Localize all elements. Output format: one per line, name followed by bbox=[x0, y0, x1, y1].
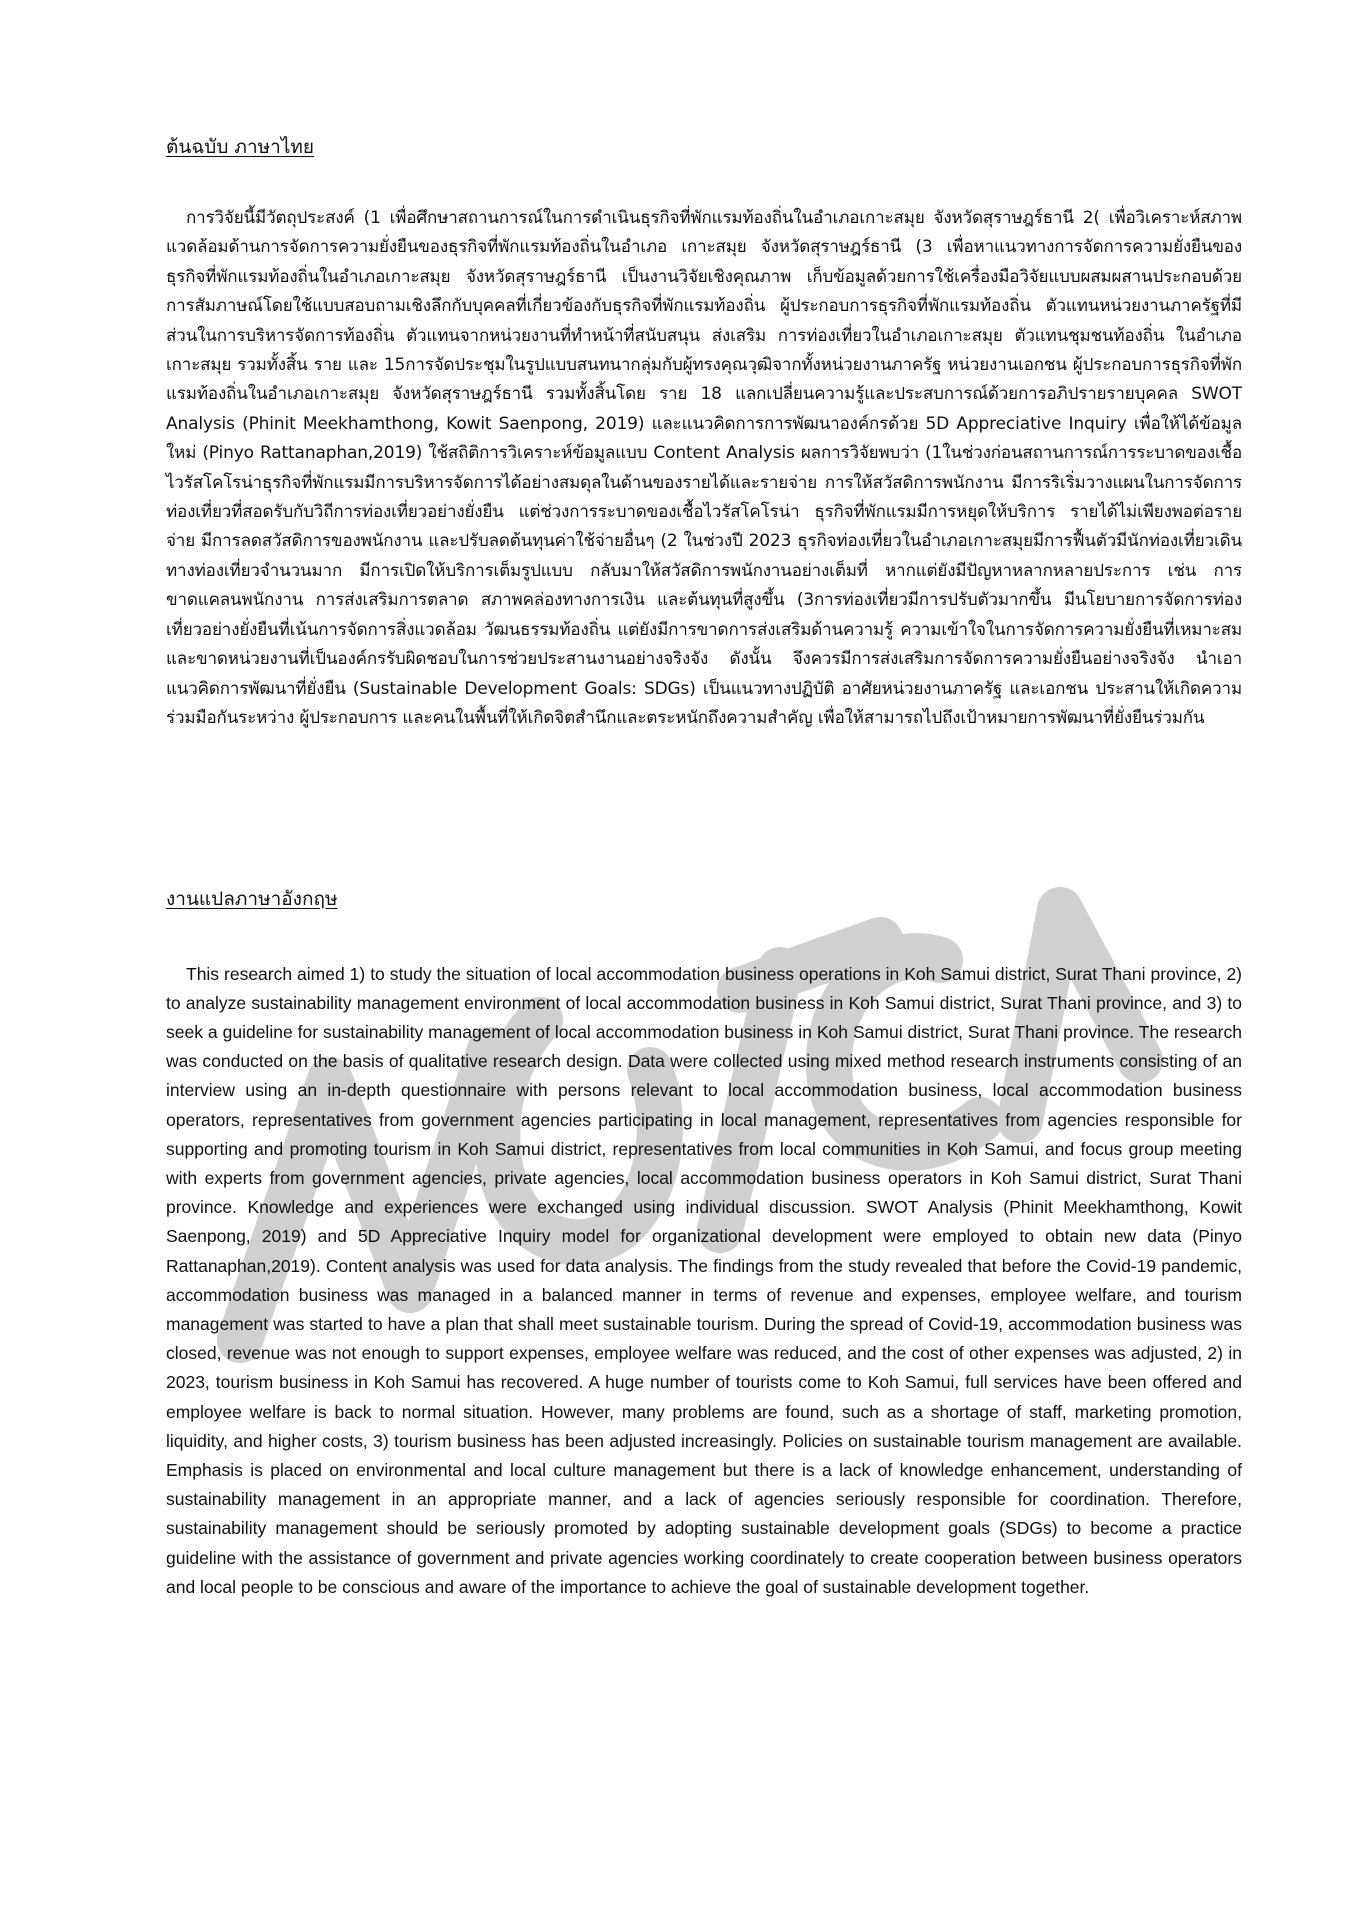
thai-original-heading: ต้นฉบับ ภาษาไทย bbox=[166, 136, 315, 158]
thai-abstract-paragraph: การวิจัยนี้มีวัตถุประสงค์ (1 เพื่อศึกษาสถานการณ์ในการดำเนินธุรกิจที่พักแรมท้องถิ่นในอำเภอเกาะสมุย จังหวัดสุราษฎร์ธานี 2( เพื่อวิเคราะห์สภาพแวดล้อมด้านการจัดการความยั่งยืนของธุรกิจที่พักแรมท้องถิ่นในอำเภอ เกาะสมุย จังหวัดสุราษฎร์ธานี (3 เพื่อหาแนวทางการจัดการความยั่งยืนของธุรกิจที่พักแรมท้องถิ่นในอำเภอเกาะสมุย จังหวัดสุราษฎร์ธานี เป็นงานวิจัยเชิงคุณภาพ เก็บข้อมูลด้วยการใช้เครื่องมือวิจัยแบบผสมผสานประกอบด้วย การสัมภาษณ์โดยใช้แบบสอบถามเชิงลึกกับบุคคลที่เกี่ยวข้องกับธุรกิจที่พักแรมท้องถิ่น ผู้ประกอบการธุรกิจที่พักแรมท้องถิ่น ตัวแทนหน่วยงานภาครัฐที่มีส่วนในการบริหารจัดการท้องถิ่น ตัวแทนจากหน่วยงานที่ทำหน้าที่สนับสนุน ส่งเสริม การท่องเที่ยวในอำเภอเกาะสมุย ตัวแทนชุมชนท้องถิ่น ในอำเภอเกาะสมุย รวมทั้งสิ้น ราย และ 15การจัดประชุมในรูปแบบสนทนากลุ่มกับผู้ทรงคุณวุฒิจากทั้งหน่วยงานภาครัฐ หน่วยงานเอกชน ผู้ประกอบการธุรกิจที่พักแรมท้องถิ่นในอำเภอเกาะสมุย จังหวัดสุราษฎร์ธานี รวมทั้งสิ้นโดย ราย 18 แลกเปลี่ยนความรู้และประสบการณ์ด้วยการอภิปรายรายบุคคล SWOT Analysis (Phinit Meekhamthong, Kowit Saenpong, 2019) และแนวคิดการการพัฒนาองค์กรด้วย 5D Appreciative Inquiry เพื่อให้ได้ข้อมูลใหม่ (Pinyo Rattanaphan,2019) ใช้สถิติการวิเคราะห์ข้อมูลแบบ Content Analysis ผลการวิจัยพบว่า (1ในช่วงก่อนสถานการณ์การระบาดของเชื้อไวรัสโคโรน่าธุรกิจที่พักแรมมีการบริหารจัดการได้อย่างสมดุลในด้านของรายได้และรายจ่าย การให้สวัสดิการพนักงาน มีการริเริ่มวางแผนในการจัดการท่องเที่ยวที่สอดรับกับวิถีการท่องเที่ยวอย่างยั่งยืน แต่ช่วงการระบาดของเชื้อไวรัสโคโรน่า ธุรกิจที่พักแรมมีการหยุดให้บริการ รายได้ไม่เพียงพอต่อรายจ่าย มีการลดสวัสดิการของพนักงาน และปรับลดต้นทุนค่าใช้จ่ายอื่นๆ (2 ในช่วงปี 2023 ธุรกิจท่องเที่ยวในอำเภอเกาะสมุยมีการฟื้นตัวมีนักท่องเที่ยวเดินทางท่องเที่ยวจำนวนมาก มีการเปิดให้บริการเต็มรูปแบบ กลับมาให้สวัสดิการพนักงานอย่างเต็มที่ หากแต่ยังมีปัญหาหลากหลายประการ เช่น การขาดแคลนพนักงาน การส่งเสริมการตลาด สภาพคล่องทางการเงิน และต้นทุนที่สูงขึ้น (3การท่องเที่ยวมีการปรับตัวมากขึ้น มีนโยบายการจัดการท่องเที่ยวอย่างยั่งยืนที่เน้นการจัดการสิ่งแวดล้อม วัฒนธรรมท้องถิ่น แต่ยังมีการขาดการส่งเสริมด้านความรู้ ความเข้าใจในการจัดการความยั่งยืนที่เหมาะสม และขาดหน่วยงานที่เป็นองค์กรรับผิดชอบในการช่วยประสานงานอย่างจริงจัง ดังนั้น จึงควรมีการส่งเสริมการจัดการความยั่งยืนอย่างจริงจัง นำเอาแนวคิดการพัฒนาที่ยั่งยืน (Sustainable Development Goals: SDGs) เป็นแนวทางปฏิบัติ อาศัยหน่วยงานภาครัฐ และเอกชน ประสานให้เกิดความร่วมมือกันระหว่าง ผู้ประกอบการ และคนในพื้นที่ให้เกิดจิตสำนึกและตระหนักถึงความสำคัญ เพื่อให้สามารถไปถึงเป้าหมายการพัฒนาที่ยั่งยืนร่วมกัน bbox=[166, 208, 1242, 728]
english-abstract-paragraph: This research aimed 1) to study the situation of local accommodation business operations in Koh Samui district, Surat Thani province, 2) to analyze sustainability management environment of local accommodation business in Koh Samui district, Surat Thani province, and 3) to seek a guideline for sustainability management of local accommodation business in Koh Samui district, Surat Thani province. The research was conducted on the basis of qualitative research design. Data were collected using mixed method research instruments consisting of an interview using an in-depth questionnaire with persons relevant to local accommodation business, local accommodation business operators, representatives from government agencies participating in local management, representatives from agencies responsible for supporting and promoting tourism in Koh Samui district, representatives from local communities in Koh Samui, and focus group meeting with experts from government agencies, private agencies, local accommodation business operators in Koh Samui district, Surat Thani province. Knowledge and experiences were exchanged using individual discussion. SWOT Analysis (Phinit Meekhamthong, Kowit Saenpong, 2019) and 5D Appreciative Inquiry model for organizational development were employed to obtain new data (Pinyo Rattanaphan,2019). Content analysis was used for data analysis. The findings from the study revealed that before the Covid-19 pandemic, accommodation business was managed in a balanced manner in terms of revenue and expenses, employee welfare, and tourism management was started to have a plan that shall meet sustainable tourism. During the spread of Covid-19, accommodation business was closed, revenue was not enough to support expenses, employee welfare was reduced, and the cost of other expenses was adjusted, 2) in 2023, tourism business in Koh Samui has recovered. A huge number of tourists come to Koh Samui, full services have been offered and employee welfare is back to normal situation. However, many problems are found, such as a shortage of staff, marketing promotion, liquidity, and higher costs, 3) tourism business has been adjusted increasingly. Policies on sustainable tourism management are available. Emphasis is placed on environmental and local culture management but there is a lack of knowledge enhancement, understanding of sustainability management in an appropriate manner, and a lack of agencies seriously responsible for coordination. Therefore, sustainability management should be seriously promoted by adopting sustainable development goals (SDGs) to become a practice guideline with the assistance of government and private agencies working coordinately to create cooperation between business operators and local people to be conscious and aware of the importance to achieve the goal of sustainable development together. bbox=[166, 963, 1242, 1597]
english-translation-heading: งานแปลภาษาอังกฤษ bbox=[166, 888, 338, 910]
